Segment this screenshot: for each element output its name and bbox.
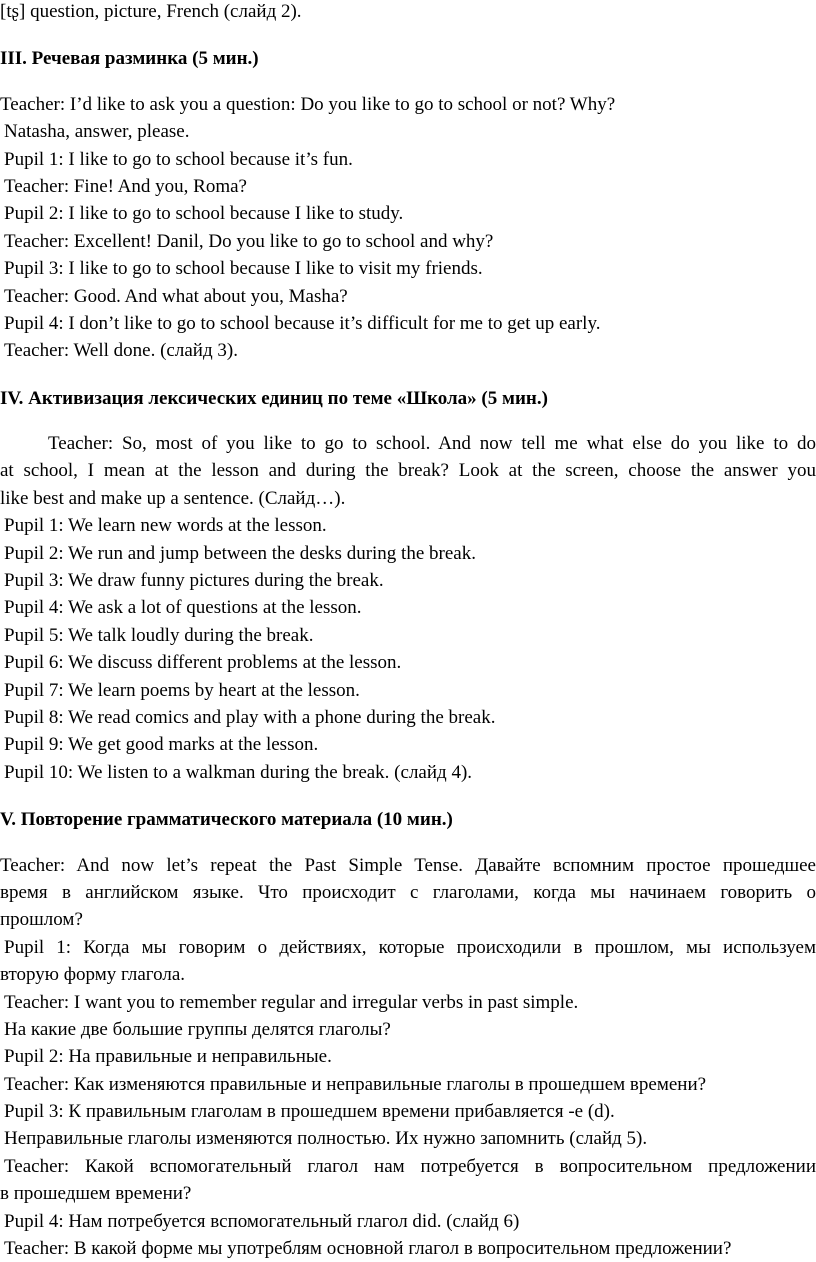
section-3-heading: III. Речевая разминка (5 мин.) — [0, 48, 259, 70]
dialogue-line: Pupil 2: На правильные и неправильные. — [4, 1046, 332, 1068]
dialogue-line: Natasha, answer, please. — [4, 121, 190, 143]
dialogue-line: Pupil 3: We draw funny pictures during the break. — [4, 570, 384, 592]
dialogue-line: Pupil 1: We learn new words at the lesson. — [4, 515, 327, 537]
paragraph-line: Teacher: So, most of you like to go to school. And now tell me what else do you like to do — [48, 433, 816, 455]
paragraph-line: like best and make up a sentence. (Слайд…). — [0, 487, 346, 509]
dialogue-line: Pupil 3: I like to go to school because I like to visit my friends. — [4, 258, 483, 280]
spacer — [0, 412, 816, 430]
section-4-heading: IV. Активизация лексических единиц по теме «Школа» (5 мин.) — [0, 387, 548, 409]
paragraph-line: вторую форму глагола. — [0, 964, 186, 986]
dialogue-line: Pupil 2: We run and jump between the desks during the break. — [4, 542, 476, 564]
dialogue-line: Teacher: Fine! And you, Roma? — [4, 175, 247, 197]
dialogue-line: Teacher: I want you to remember regular and irregular verbs in past simple. — [4, 991, 579, 1013]
spacer — [0, 786, 816, 806]
spacer — [0, 73, 816, 91]
dialogue-line: Pupil 8: We read comics and play with a phone during the break. — [4, 706, 496, 728]
paragraph-line: Pupil 1: Когда мы говорим о действиях, которые происходили в прошлом, мы используем — [4, 936, 816, 958]
dialogue-line: Pupil 4: I don’t like to go to school because it’s difficult for me to get up early. — [4, 312, 601, 334]
dialogue-line: Teacher: В какой форме мы употреблям основной глагол в вопросительном предложении? — [4, 1238, 732, 1260]
spacer — [0, 834, 816, 852]
dialogue-line: Pupil 10: We listen to a walkman during the break. (слайд 4). — [4, 761, 473, 783]
intro-line: [tʂ] question, picture, French (слайд 2). — [0, 1, 302, 22]
section-5-heading: V. Повторение грамматического материала (10 мин.) — [0, 809, 453, 831]
dialogue-line: Pupil 3: К правильным глаголам в прошедшем времени прибавляется -e (d). — [4, 1101, 615, 1123]
dialogue-line: Teacher: Как изменяются правильные и неправильные глаголы в прошедшем времени? — [4, 1073, 707, 1095]
dialogue-line: Teacher: I’d like to ask you a question: Do you like to go to school or not? Why? — [0, 93, 616, 115]
dialogue-line: Teacher: Well done. (слайд 3). — [4, 340, 238, 362]
dialogue-line: Teacher: Good. And what about you, Masha? — [4, 285, 348, 307]
dialogue-line: Pupil 9: We get good marks at the lesson. — [4, 734, 319, 756]
spacer — [0, 365, 816, 385]
paragraph-line: в прошедшем времени? — [0, 1183, 192, 1205]
paragraph-line: Teacher: Какой вспомогательный глагол нам потребуется в вопросительном предложении — [4, 1155, 816, 1177]
dialogue-line: Pupil 5: We talk loudly during the break. — [4, 624, 314, 646]
dialogue-line: Pupil 4: We ask a lot of questions at the lesson. — [4, 597, 362, 619]
dialogue-line: Pupil 1: I like to go to school because it’s fun. — [4, 148, 353, 170]
dialogue-line: Teacher: Excellent! Danil, Do you like to go to school and why? — [4, 230, 494, 252]
spacer — [0, 25, 816, 45]
paragraph-line: прошлом? — [0, 909, 83, 931]
dialogue-line: Pupil 7: We learn poems by heart at the lesson. — [4, 679, 360, 701]
dialogue-line: На какие две большие группы делятся глаголы? — [4, 1018, 391, 1040]
dialogue-line: Pupil 6: We discuss different problems at the lesson. — [4, 652, 402, 674]
paragraph-line: at school, I mean at the lesson and during the break? Look at the screen, choose the answer you — [0, 460, 816, 482]
dialogue-line: Pupil 4: Нам потребуется вспомогательный глагол did. (слайд 6) — [4, 1210, 520, 1232]
paragraph-line: Teacher: And now let’s repeat the Past Simple Tense. Давайте вспомним простое прошедшее — [0, 854, 816, 876]
dialogue-line: Неправильные глаголы изменяются полностью. Их нужно запомнить (слайд 5). — [4, 1128, 648, 1150]
paragraph-line: время в английском языке. Что происходит с глаголами, когда мы начинаем говорить о — [0, 881, 816, 903]
dialogue-line: Pupil 2: I like to go to school because I like to study. — [4, 203, 404, 225]
